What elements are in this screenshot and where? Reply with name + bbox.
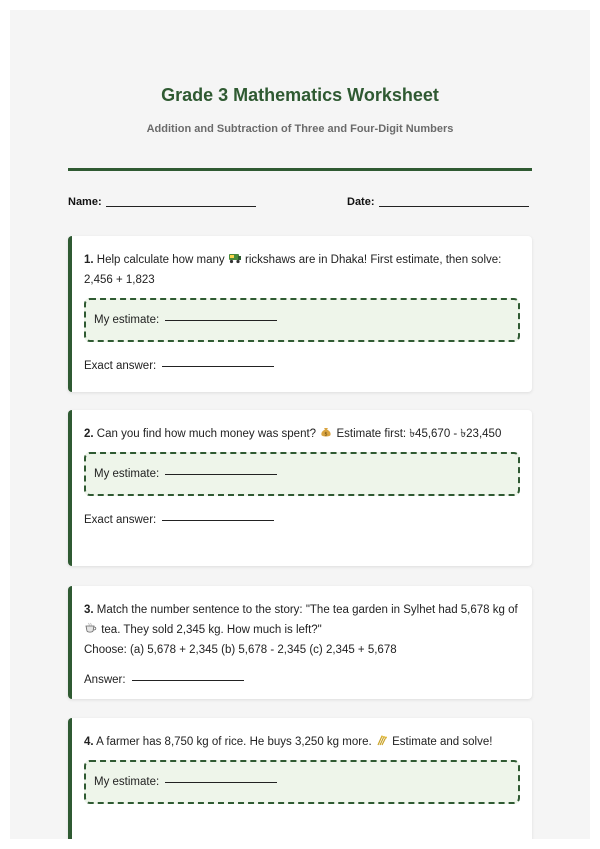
question-card-2: [68, 410, 532, 566]
date-field[interactable]: [347, 196, 529, 208]
question-card-4: [68, 718, 532, 839]
estimate-line[interactable]: [165, 782, 277, 783]
date-line[interactable]: [379, 198, 529, 207]
estimate-box[interactable]: [84, 760, 520, 804]
question-number: 2.: [84, 428, 94, 440]
estimate-label: My estimate:: [94, 776, 160, 788]
page-subtitle: Addition and Subtraction of Three and Four-Digit Numbers: [146, 123, 454, 135]
date-label: Date:: [347, 196, 375, 208]
answer-line[interactable]: [132, 680, 244, 681]
exact-answer-label: Exact answer:: [84, 360, 157, 372]
question-text: 1. Help calculate how many rickshaws are in Dhaka! First estimate, then solve: 2,456 + 1,823: [84, 250, 520, 290]
svg-text:$: $: [324, 431, 328, 438]
exact-answer-line[interactable]: [162, 366, 274, 367]
tea-cup-icon: [84, 621, 98, 633]
auto-rickshaw-icon: [228, 251, 242, 263]
estimate-box[interactable]: [84, 452, 520, 496]
question-number: 3.: [84, 604, 94, 616]
worksheet-page: [10, 10, 590, 839]
question-number: 1.: [84, 254, 94, 266]
exact-answer-line[interactable]: [162, 520, 274, 521]
estimate-line[interactable]: [165, 320, 277, 321]
answer-row: [84, 670, 520, 690]
exact-answer-row: [84, 510, 520, 530]
name-line[interactable]: [106, 198, 256, 207]
header-divider: [68, 168, 532, 171]
estimate-label: My estimate:: [94, 314, 160, 326]
estimate-line[interactable]: [165, 474, 277, 475]
money-bag-icon: [319, 425, 333, 437]
page-title: Grade 3 Mathematics Worksheet: [161, 85, 439, 105]
name-label: Name:: [68, 196, 102, 208]
rice-sheaf-icon: [375, 733, 389, 745]
question-text: 2. Can you find how much money was spent? $ Estimate first: ৳45,670 - ৳23,450: [84, 424, 520, 444]
estimate-label: My estimate:: [94, 468, 160, 480]
question-text: 4. A farmer has 8,750 kg of rice. He buys 3,250 kg more. Estimate and solve!: [84, 732, 520, 752]
question-card-1: [68, 236, 532, 392]
answer-label: Answer:: [84, 674, 126, 686]
question-number: 4.: [84, 736, 94, 748]
question-text: 3. Match the number sentence to the story: "The tea garden in Sylhet had 5,678 kg of tea. They sold 2,345 kg. How much is left?": [84, 604, 518, 636]
exact-answer-row: [84, 356, 520, 376]
choices-text: Choose: (a) 5,678 + 2,345 (b) 5,678 - 2,345 (c) 2,345 + 5,678: [84, 644, 397, 656]
exact-answer-label: Exact answer:: [84, 514, 157, 526]
estimate-box[interactable]: [84, 298, 520, 342]
name-field[interactable]: [68, 196, 256, 208]
question-card-3: [68, 586, 532, 699]
